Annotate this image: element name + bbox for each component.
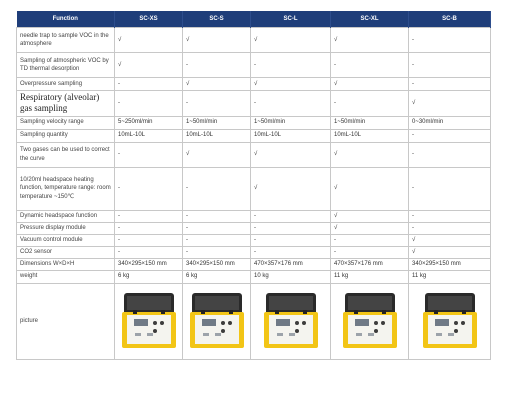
row-label: Dynamic headspace function (17, 210, 115, 222)
table-row (17, 246, 491, 258)
table-cell: - (409, 53, 491, 78)
picture-cell-sc-b (409, 283, 491, 359)
table-header-row (17, 11, 491, 28)
table-cell: √ (115, 53, 183, 78)
table-cell: - (115, 222, 183, 234)
table-cell: √ (409, 246, 491, 258)
table-cell: - (331, 246, 409, 258)
table-cell: √ (251, 28, 331, 53)
table-cell: √ (331, 142, 409, 167)
header-sc-l: SC-L (251, 11, 331, 28)
table-cell: - (115, 142, 183, 167)
table-cell: - (183, 222, 251, 234)
table-cell: 6 kg (183, 270, 251, 283)
table-cell: - (115, 210, 183, 222)
table-row (17, 78, 491, 91)
row-label: needle trap to sample VOC in the atmosphere (17, 28, 115, 53)
row-label: Dimensions W×D×H (17, 258, 115, 270)
table-row (17, 258, 491, 270)
table-cell: 5~250ml/min (115, 116, 183, 129)
sampler-case-image (190, 293, 244, 349)
picture-cell-sc-l (251, 283, 331, 359)
table-cell: 1~50ml/min (331, 116, 409, 129)
table-cell: √ (183, 142, 251, 167)
row-label: Respiratory (alveolar) gas sampling (17, 91, 115, 117)
table-cell: 1~50ml/min (251, 116, 331, 129)
table-cell: 6 kg (115, 270, 183, 283)
table-cell: - (183, 246, 251, 258)
table-row (17, 222, 491, 234)
sampler-case-image (264, 293, 318, 349)
spec-comparison-table (16, 11, 491, 360)
table-cell: - (409, 129, 491, 142)
table-cell: 470×357×176 mm (331, 258, 409, 270)
table-cell: 11 kg (331, 270, 409, 283)
row-label: picture (17, 283, 115, 359)
header-sc-s: SC-S (183, 11, 251, 28)
table-cell: - (331, 53, 409, 78)
table-cell: 340×295×150 mm (409, 258, 491, 270)
table-cell: 10mL-10L (183, 129, 251, 142)
table-cell: - (331, 91, 409, 117)
table-cell: - (251, 210, 331, 222)
table-cell: - (251, 53, 331, 78)
table-cell: - (183, 210, 251, 222)
table-cell: - (331, 234, 409, 246)
table-cell: - (115, 246, 183, 258)
table-cell: √ (331, 78, 409, 91)
sampler-case-image (343, 293, 397, 349)
table-row (17, 91, 491, 117)
table-cell: - (409, 222, 491, 234)
row-label: 10/20ml headspace heating function, temperature range: room temperature ~150℃ (17, 167, 115, 210)
picture-cell-sc-xl (331, 283, 409, 359)
table-cell: 10 kg (251, 270, 331, 283)
header-function: Function (17, 11, 115, 28)
table-cell: - (115, 91, 183, 117)
table-row (17, 28, 491, 53)
table-cell: √ (115, 28, 183, 53)
table-row (17, 167, 491, 210)
table-cell: - (115, 167, 183, 210)
table-cell: - (251, 234, 331, 246)
table-cell: √ (251, 167, 331, 210)
row-label: Sampling of atmospheric VOC by TD thermal desorption (17, 53, 115, 78)
table-cell: 470×357×176 mm (251, 258, 331, 270)
table-cell: 0~30ml/min (409, 116, 491, 129)
row-label: Sampling quantity (17, 129, 115, 142)
table-cell: √ (183, 78, 251, 91)
table-cell: - (409, 167, 491, 210)
table-cell: √ (331, 167, 409, 210)
picture-cell-sc-xs (115, 283, 183, 359)
table-cell: √ (409, 91, 491, 117)
table-cell: - (409, 28, 491, 53)
table-cell: - (183, 91, 251, 117)
row-label: weight (17, 270, 115, 283)
table-cell: - (251, 222, 331, 234)
table-row (17, 234, 491, 246)
picture-row (17, 283, 491, 359)
header-sc-b: SC-B (409, 11, 491, 28)
header-sc-xl: SC-XL (331, 11, 409, 28)
table-cell: 340×295×150 mm (115, 258, 183, 270)
table-cell: - (115, 78, 183, 91)
table-cell: - (251, 91, 331, 117)
table-cell: √ (331, 222, 409, 234)
table-cell: 10mL-10L (251, 129, 331, 142)
table-row (17, 142, 491, 167)
table-row (17, 53, 491, 78)
table-cell: 10mL-10L (115, 129, 183, 142)
row-label: CO2 sensor (17, 246, 115, 258)
table-cell: √ (251, 78, 331, 91)
row-label: Overpressure sampling (17, 78, 115, 91)
table-cell: - (183, 234, 251, 246)
sampler-case-image (423, 293, 477, 349)
row-label: Two gases can be used to correct the curve (17, 142, 115, 167)
table-cell: √ (251, 142, 331, 167)
table-cell: - (115, 234, 183, 246)
table-cell: - (183, 167, 251, 210)
picture-cell-sc-s (183, 283, 251, 359)
table-cell: - (251, 246, 331, 258)
table-row (17, 116, 491, 129)
table-cell: 340×295×150 mm (183, 258, 251, 270)
table-cell: √ (331, 210, 409, 222)
row-label: Vacuum control module (17, 234, 115, 246)
row-label: Pressure display module (17, 222, 115, 234)
table-cell: √ (183, 28, 251, 53)
table-cell: - (409, 78, 491, 91)
table-row (17, 270, 491, 283)
table-cell: √ (331, 28, 409, 53)
table-cell: 10mL-10L (331, 129, 409, 142)
spec-table-container (16, 11, 490, 360)
table-cell: - (183, 53, 251, 78)
table-cell: 11 kg (409, 270, 491, 283)
table-cell: - (409, 142, 491, 167)
table-row (17, 210, 491, 222)
header-sc-xs: SC-XS (115, 11, 183, 28)
table-cell: 1~50ml/min (183, 116, 251, 129)
sampler-case-image (122, 293, 176, 349)
table-cell: √ (409, 234, 491, 246)
table-row (17, 129, 491, 142)
table-cell: - (409, 210, 491, 222)
row-label: Sampling velocity range (17, 116, 115, 129)
